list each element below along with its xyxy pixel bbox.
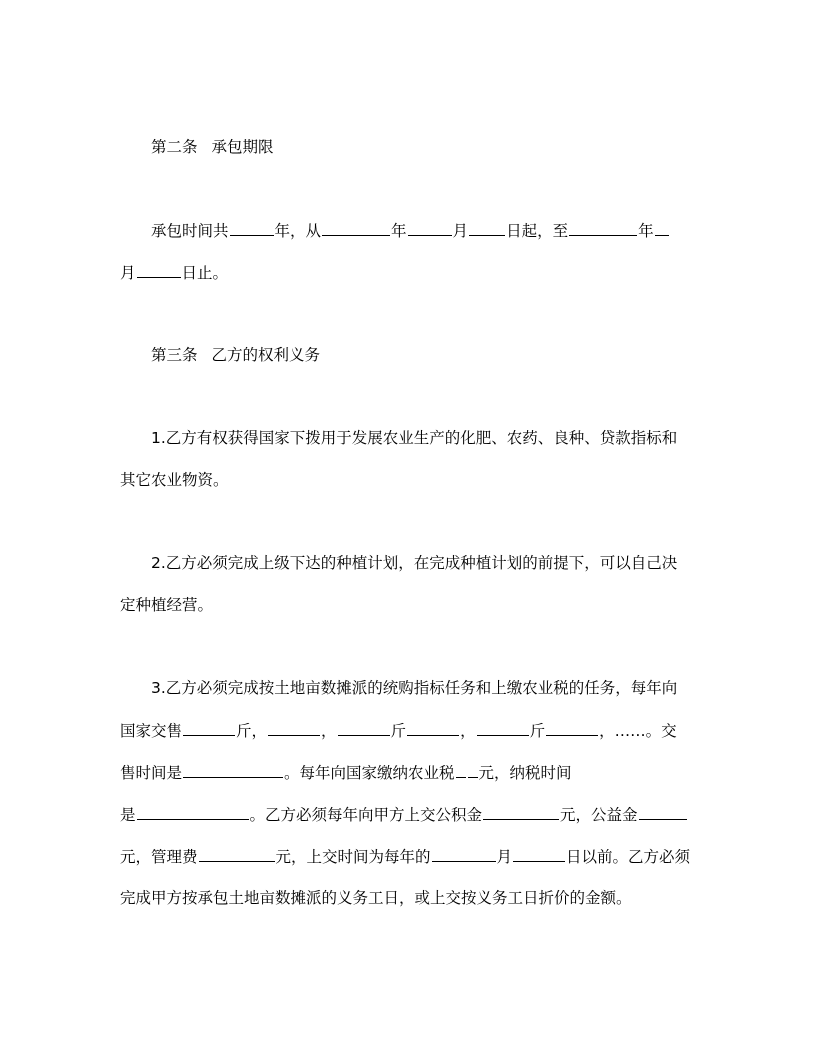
term-line-2 bbox=[120, 262, 228, 283]
item-3-text: 元，纳税时间 bbox=[478, 764, 572, 782]
blank-welfare-fund bbox=[639, 804, 687, 820]
article-3-number: 第三条 bbox=[151, 346, 198, 364]
blank-start-year bbox=[322, 220, 390, 236]
blank-pay-day bbox=[513, 846, 565, 862]
item-2-line-1: 2.乙方必须完成上级下达的种植计划，在完成种植计划的前提下，可以自己决 bbox=[151, 554, 678, 572]
blank-years bbox=[230, 220, 274, 236]
blank-accumulation-fund bbox=[483, 804, 559, 820]
item-3-text: 元，公益金 bbox=[560, 806, 638, 824]
blank-pay-month bbox=[432, 846, 496, 862]
term-text: 日止。 bbox=[181, 264, 229, 282]
item-3-text: 是 bbox=[120, 806, 136, 824]
item-3-text: 日以前。乙方必须 bbox=[566, 848, 691, 866]
item-3-line-6: 完成甲方按承包土地亩数摊派的义务工日，或上交按义务工日折价的金额。 bbox=[120, 889, 632, 907]
item-3-text: 国家交售 bbox=[120, 722, 183, 740]
item-3-line-3 bbox=[120, 762, 572, 783]
blank-tax-time bbox=[137, 804, 249, 820]
term-line-1 bbox=[151, 220, 670, 241]
item-1-line-2: 其它农业物资。 bbox=[120, 471, 229, 489]
blank-crop-1 bbox=[268, 720, 320, 736]
item-3-text: 月 bbox=[496, 848, 513, 866]
item-3-line-1: 3.乙方必须完成按土地亩数摊派的统购指标任务和上缴农业税的任务，每年向 bbox=[151, 679, 678, 697]
term-text: 月 bbox=[452, 222, 469, 240]
item-3-line-2 bbox=[120, 720, 677, 741]
blank-tax-a bbox=[456, 762, 466, 778]
article-3-heading bbox=[151, 345, 320, 365]
term-text: 承包时间共 bbox=[151, 222, 229, 240]
term-text: 日起，至 bbox=[506, 222, 569, 240]
article-3-title: 乙方的权利义务 bbox=[211, 346, 321, 364]
item-3-text: ， bbox=[460, 722, 476, 740]
term-text: 月 bbox=[120, 264, 136, 282]
item-3-text: ， bbox=[321, 722, 337, 740]
item-3-text: 。乙方必须每年向甲方上交公积金 bbox=[249, 806, 483, 824]
article-2-heading bbox=[151, 137, 274, 157]
article-2-title: 承包期限 bbox=[211, 138, 274, 156]
item-3-text: 。每年向国家缴纳农业税 bbox=[284, 764, 455, 782]
item-1-line-1: 1.乙方有权获得国家下拨用于发展农业生产的化肥、农药、良种、贷款指标和 bbox=[151, 429, 678, 447]
item-3-text: 斤 bbox=[390, 722, 407, 740]
blank-tax-b bbox=[468, 762, 478, 778]
blank-end-month-part bbox=[655, 220, 669, 236]
blank-end-day bbox=[137, 262, 181, 278]
item-3-text: 元，上交时间为每年的 bbox=[275, 848, 431, 866]
article-2-number: 第二条 bbox=[151, 138, 198, 156]
blank-quota-3 bbox=[477, 720, 529, 736]
blank-management-fee bbox=[199, 846, 275, 862]
item-3-line-4 bbox=[120, 804, 688, 825]
item-3-text: 元，管理费 bbox=[120, 848, 198, 866]
item-3-line-5 bbox=[120, 846, 690, 867]
item-3-text: ，……。交 bbox=[599, 722, 677, 740]
blank-quota-1 bbox=[183, 720, 235, 736]
term-text: 年 bbox=[391, 222, 407, 240]
item-3-text: 斤 bbox=[529, 722, 546, 740]
blank-crop-3 bbox=[546, 720, 598, 736]
blank-end-year bbox=[569, 220, 637, 236]
blank-quota-2 bbox=[338, 720, 390, 736]
term-text: 年 bbox=[638, 222, 654, 240]
blank-start-month bbox=[408, 220, 452, 236]
term-text: 年，从 bbox=[274, 222, 322, 240]
blank-crop-2 bbox=[407, 720, 459, 736]
item-3-text: 售时间是 bbox=[120, 764, 183, 782]
item-3-text: 斤， bbox=[236, 722, 268, 740]
blank-start-day bbox=[469, 220, 505, 236]
item-2-line-2: 定种植经营。 bbox=[120, 596, 214, 614]
blank-sale-time bbox=[183, 762, 283, 778]
